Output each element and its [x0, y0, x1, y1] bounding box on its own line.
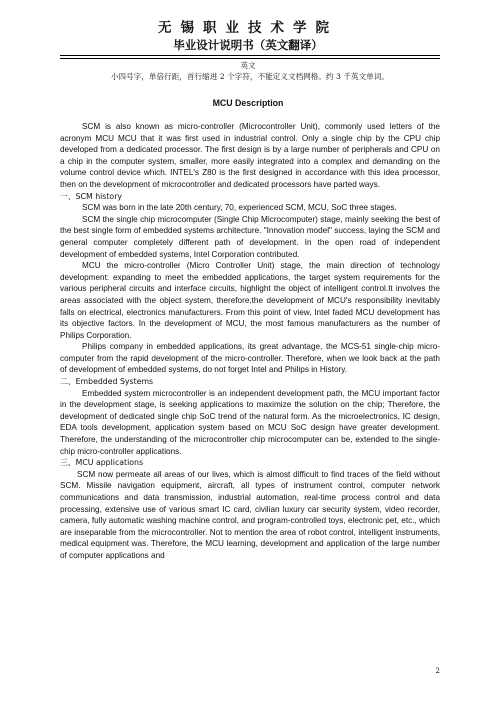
- page-number: 2: [435, 667, 440, 675]
- language-label: 英文: [240, 61, 256, 70]
- paragraph: SCM now permeate all areas of our lives, which is almost difficult to find traces of the field without SCM. Missile navigation equipment, aircraft, all types of instrument control, computer network communications and data transmission, industrial automation, real-time process control and data processing, extensive use of various smart IC card, civilian luxury car security system, video recorder, camera, fully automatic washing machine control, and program-controlled toys, electronic pet, etc., which are inseparable from the microcontroller. Not to mention the area of robot control, intelligent instruments, medical equipment was. Therefore, the MCU learning, development and application of the large number of computer applications and: [60, 469, 440, 560]
- article-body: [60, 121, 440, 562]
- paragraph: SCM was born in the late 20th century, 70, experienced SCM, MCU, SoC three stages.: [82, 203, 397, 213]
- section-heading-history: 一、SCM history: [60, 191, 123, 201]
- school-name: 无锡职业技术学院: [158, 20, 338, 36]
- document-title: 毕业设计说明书（英文翻译）: [173, 38, 323, 52]
- paragraph-intro: SCM is also known as micro-controller (Microcontroller Unit), commonly used letters of the acronym MCU MCU that it was first used in industrial control. Only a single chip by the CPU chip developed from a dedicated processor. The first design is by a large number of peripherals and CPU on a chip in the computer system, smaller, more easily integrated into a complex and demanding on the volume control device which. INTEL's Z80 is the first designed in accordance with this idea processor, then on the development of microcontroller and dedicated processors have parted ways.: [60, 122, 440, 189]
- paragraph: Embedded system microcontroller is an independent development path, the MCU important factor in the development stage, is seeking applications to maximize the solution on the chip; Therefore, the development of dedicated single chip SoC trend of the natural form. As the microelectronics, IC design, EDA tools development, application system based on MCU SoC design have greater development. Therefore, the understanding of the microcontroller chip microcomputer can be, extended to the single-chip micro-controller applications.: [60, 388, 440, 456]
- section-heading-applications: 三、MCU applications: [60, 458, 144, 468]
- header-rule-thin: [60, 58, 440, 59]
- paragraph: MCU the micro-controller (Micro Controller Unit) stage, the main direction of technology development: expanding to meet the embedded applications, the target system requirements for the various peripheral circuits and interface circuits, highlight the object of intelligent control.It involves the areas associated with the object system, therefore,the development of MCU's responsibility inevitably falls on electrical, electronics manufacturers. From this point of view, Intel faded MCU development has its objective factors. In the development of MCU, the most famous manufacturers as the number of Philips Corporation.: [60, 261, 440, 340]
- header-rule-thick: [60, 55, 440, 56]
- article-title: MCU Description: [212, 98, 284, 108]
- paragraph: SCM the single chip microcomputer (Single Chip Microcomputer) stage, mainly seeking the best of the best single form of embedded systems architecture. "Innovation model" success, laying the SCM and general computer completely different path of development. In the open road of independent development of embedded systems, Intel Corporation contributed.: [60, 214, 440, 259]
- format-note: 小四号字，单倍行距，首行缩进 2 个字符，不能定义文档网格。约 3 千英文单词。: [110, 72, 390, 81]
- section-heading-embedded: 二、Embedded Systems: [60, 377, 154, 387]
- paragraph: Philips company in embedded applications, its great advantage, the MCS-51 single-chip micro-computer from the rapid development of the micro-controller. Therefore, when we look back at the path of development of embedded systems, do not forget Intel and Philips in History.: [60, 342, 440, 375]
